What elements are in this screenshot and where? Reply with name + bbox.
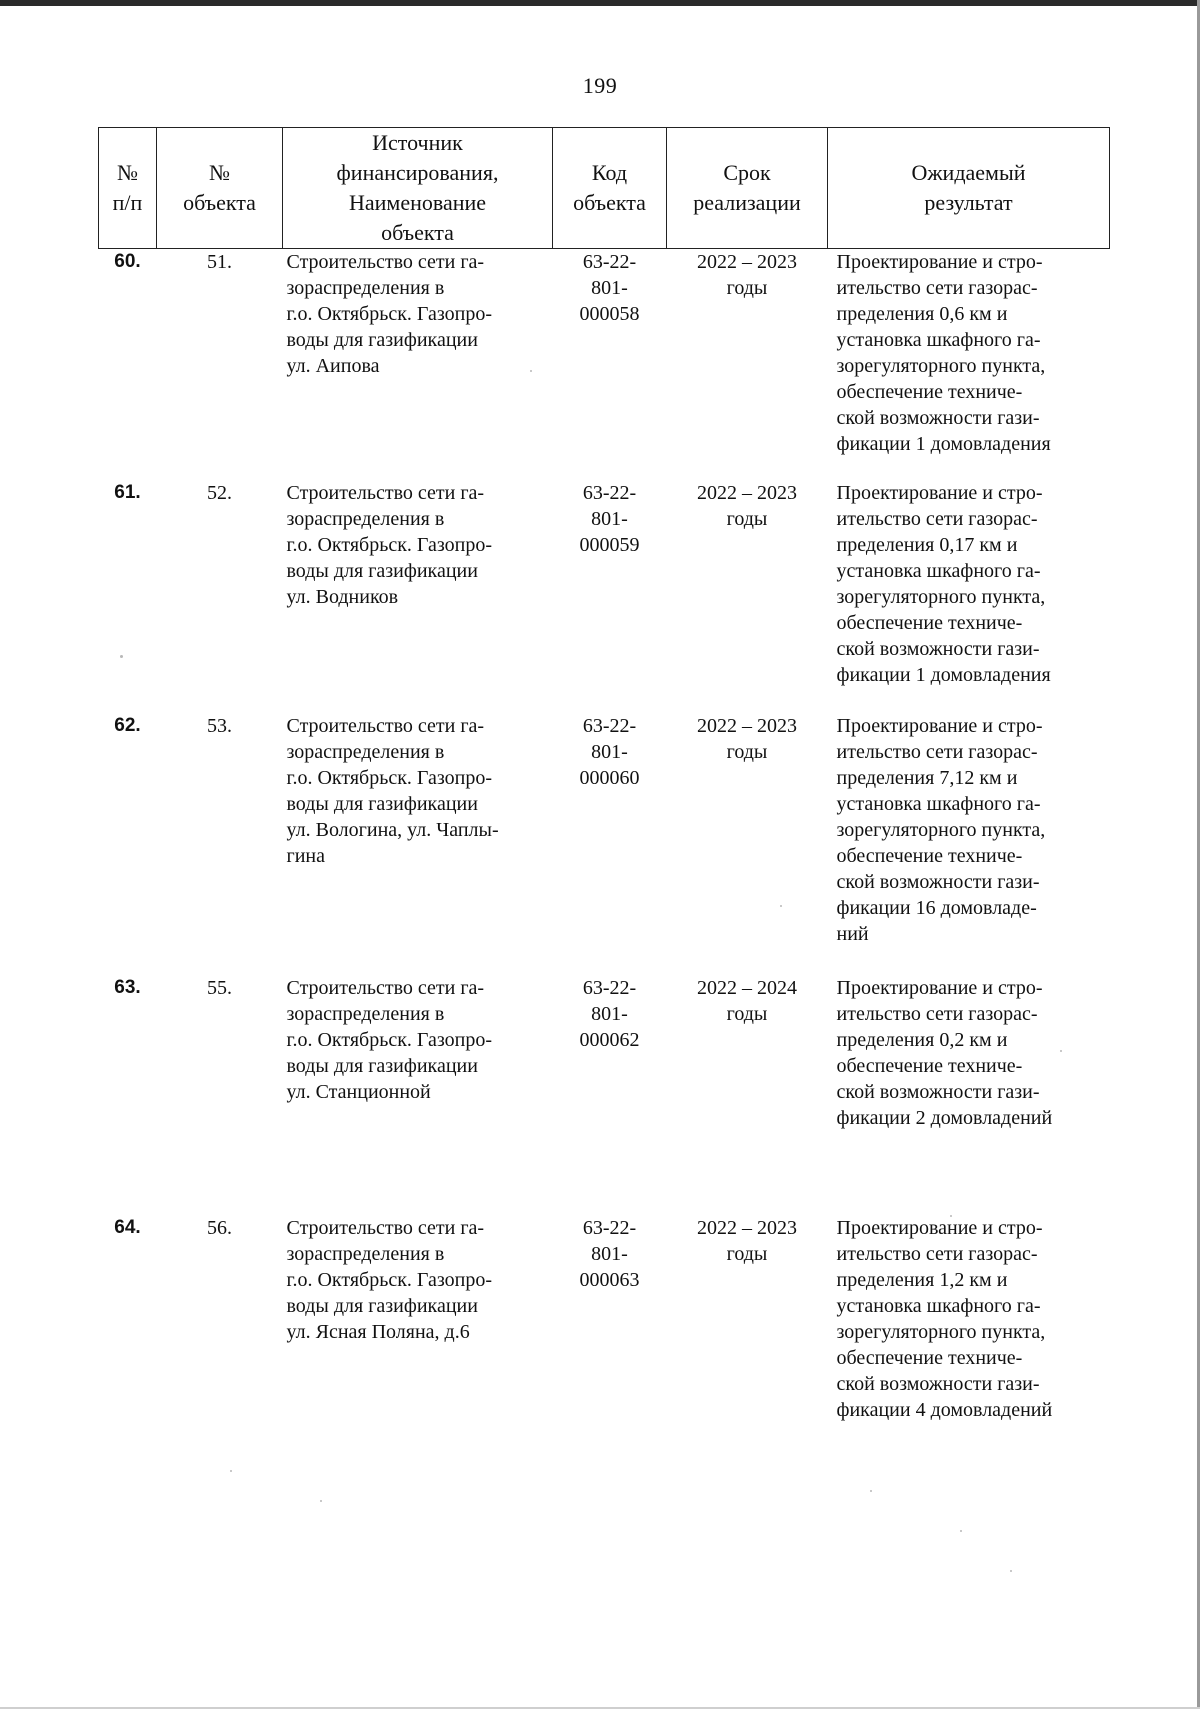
- header-term: Срок реализации: [667, 128, 828, 249]
- row-number: 64.: [114, 1217, 141, 1238]
- scan-speck: [1010, 1570, 1012, 1572]
- row-number: 62.: [114, 715, 141, 736]
- page-number: [0, 73, 1200, 99]
- term: 2022 – 2023 годы: [697, 251, 797, 299]
- object-number: 55.: [207, 977, 232, 999]
- term: 2022 – 2023 годы: [697, 1217, 797, 1265]
- table-row: [99, 249, 1110, 481]
- objects-table: [98, 127, 1110, 1455]
- object-number: 51.: [207, 251, 232, 273]
- header-row-number: № п/п: [99, 128, 157, 249]
- scan-top-edge: [0, 0, 1200, 6]
- object-code: 63-22- 801- 000062: [579, 977, 640, 1051]
- term: 2022 – 2024 годы: [697, 977, 797, 1025]
- object-code: 63-22- 801- 000059: [579, 482, 640, 556]
- object-code: 63-22- 801- 000060: [579, 715, 640, 789]
- object-number: 53.: [207, 715, 232, 737]
- source-name: Строительство сети га- зораспределения в г.о. Октябрьск. Газопро- воды для газификации ул. Вологина, ул. Чаплы- гина: [286, 715, 499, 867]
- expected-result: Проектирование и стро- ительство сети газорас- пределения 1,2 км и установка шкафного га- зорегуляторного пункта, обеспечение техниче- ской возможности гази- фикации 4 домовладений: [836, 1217, 1053, 1421]
- expected-result: Проектирование и стро- ительство сети газорас- пределения 0,17 км и установка шкафного га- зорегуляторного пункта, обеспечение техниче- ской возможности гази- фикации 1 домовладения: [836, 482, 1051, 686]
- table-row: [99, 713, 1110, 975]
- source-name: Строительство сети га- зораспределения в г.о. Октябрьск. Газопро- воды для газификации ул. Аипова: [286, 251, 492, 377]
- expected-result: Проектирование и стро- ительство сети газорас- пределения 7,12 км и установка шкафного га- зорегуляторного пункта, обеспечение техниче- ской возможности гази- фикации 16 домовладе- ний: [836, 715, 1046, 945]
- object-number: 52.: [207, 482, 232, 504]
- table-header: [99, 128, 1110, 249]
- term: 2022 – 2023 годы: [697, 715, 797, 763]
- scan-speck: [780, 905, 782, 907]
- row-number: 61.: [114, 482, 141, 503]
- term: 2022 – 2023 годы: [697, 482, 797, 530]
- row-number: 60.: [114, 251, 141, 272]
- header-object-code: Код объекта: [553, 128, 667, 249]
- scan-speck: [870, 1490, 872, 1492]
- scan-speck: [960, 1530, 962, 1532]
- expected-result: Проектирование и стро- ительство сети газорас- пределения 0,6 км и установка шкафного га- зорегуляторного пункта, обеспечение техниче- ской возможности гази- фикации 1 домовладения: [836, 251, 1051, 455]
- header-source-name: Источник финансирования, Наименование объекта: [283, 128, 553, 249]
- scan-speck: [120, 655, 123, 658]
- scan-speck: [320, 1500, 322, 1502]
- source-name: Строительство сети га- зораспределения в г.о. Октябрьск. Газопро- воды для газификации ул. Водников: [286, 482, 492, 608]
- scan-speck: [950, 1215, 952, 1217]
- scan-speck: [530, 370, 532, 372]
- source-name: Строительство сети га- зораспределения в г.о. Октябрьск. Газопро- воды для газификации ул. Ясная Поляна, д.6: [286, 1217, 492, 1343]
- source-name: Строительство сети га- зораспределения в г.о. Октябрьск. Газопро- воды для газификации ул. Станционной: [286, 977, 492, 1103]
- object-code: 63-22- 801- 000058: [579, 251, 640, 325]
- table-row: [99, 1215, 1110, 1455]
- table-row: [99, 480, 1110, 713]
- page-number-text: 199: [582, 73, 618, 98]
- table-row: [99, 975, 1110, 1215]
- object-code: 63-22- 801- 000063: [579, 1217, 640, 1291]
- header-expected-result: Ожидаемый результат: [828, 128, 1110, 249]
- expected-result: Проектирование и стро- ительство сети газорас- пределения 0,2 км и обеспечение техниче- ской возможности гази- фикации 2 домовладений: [836, 977, 1053, 1129]
- row-number: 63.: [114, 977, 141, 998]
- table-body: [99, 249, 1110, 1456]
- scan-speck: [1060, 1050, 1062, 1052]
- object-number: 56.: [207, 1217, 232, 1239]
- header-row: [99, 128, 1110, 249]
- scan-speck: [230, 1470, 232, 1472]
- header-object-number: № объекта: [157, 128, 283, 249]
